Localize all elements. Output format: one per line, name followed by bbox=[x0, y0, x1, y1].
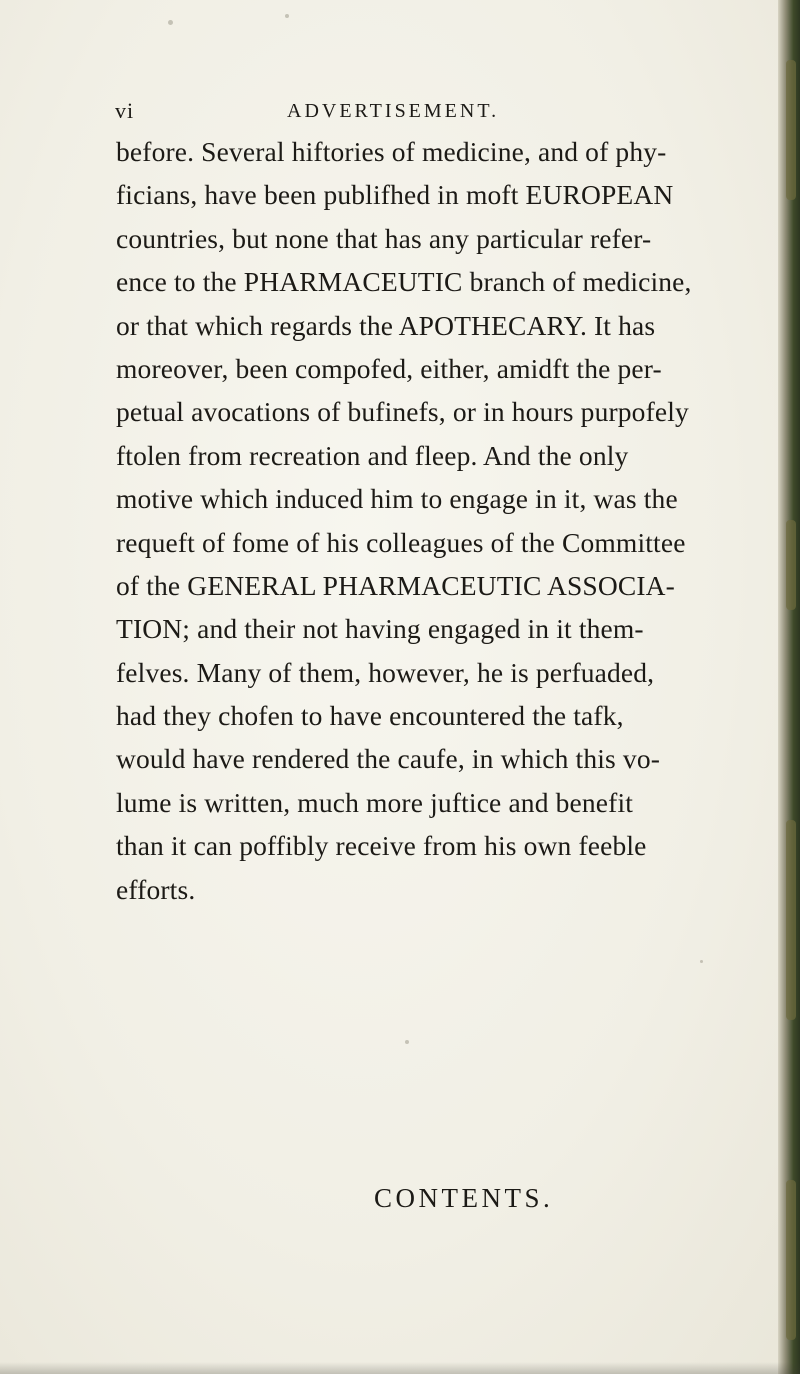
advertisement-body bbox=[116, 130, 800, 911]
paper-speck bbox=[285, 14, 289, 18]
page-bottom-shadow bbox=[0, 1362, 800, 1374]
contents-heading: CONTENTS. bbox=[374, 1183, 554, 1213]
text-line: or that which regards the APOTHECARY. It has bbox=[116, 309, 656, 341]
text-line: felves. Many of them, however, he is perfuaded, bbox=[116, 656, 655, 688]
text-line: efforts. bbox=[116, 873, 196, 905]
text-line: petual avocations of bufinefs, or in hours purpofely bbox=[116, 396, 689, 428]
page-header bbox=[115, 98, 775, 130]
text-line: countries, but none that has any particular refer- bbox=[116, 222, 652, 254]
text-line: before. Several hiftories of medicine, and of phy- bbox=[116, 136, 667, 167]
paper-speck bbox=[700, 960, 703, 963]
text-line: had they chofen to have encountered the tafk, bbox=[116, 700, 624, 732]
text-line: would have rendered the caufe, in which this vo- bbox=[116, 743, 661, 775]
text-line: lume is written, much more juftice and benefit bbox=[116, 786, 634, 818]
edge-stain bbox=[786, 1180, 796, 1340]
text-line: TION; and their not having engaged in it them- bbox=[116, 613, 644, 645]
paper-speck bbox=[168, 20, 173, 25]
text-line: ence to the PHARMACEUTIC branch of medicine, bbox=[116, 266, 692, 298]
text-line: than it can poffibly receive from his own feeble bbox=[116, 830, 647, 862]
page-number: vi bbox=[115, 98, 135, 123]
running-head: ADVERTISEMENT. bbox=[287, 100, 500, 122]
text-line: motive which induced him to engage in it, was the bbox=[116, 483, 678, 515]
text-line: ftolen from recreation and fleep. And the only bbox=[116, 439, 629, 471]
text-line: of the GENERAL PHARMACEUTIC ASSOCIA- bbox=[116, 569, 675, 601]
paper-speck bbox=[405, 1040, 409, 1044]
text-line: ficians, have been publifhed in moft EUROPEAN bbox=[116, 179, 674, 211]
text-line: moreover, been compofed, either, amidft the per- bbox=[116, 352, 662, 384]
text-line: requeft of fome of his colleagues of the Committee bbox=[116, 526, 686, 558]
